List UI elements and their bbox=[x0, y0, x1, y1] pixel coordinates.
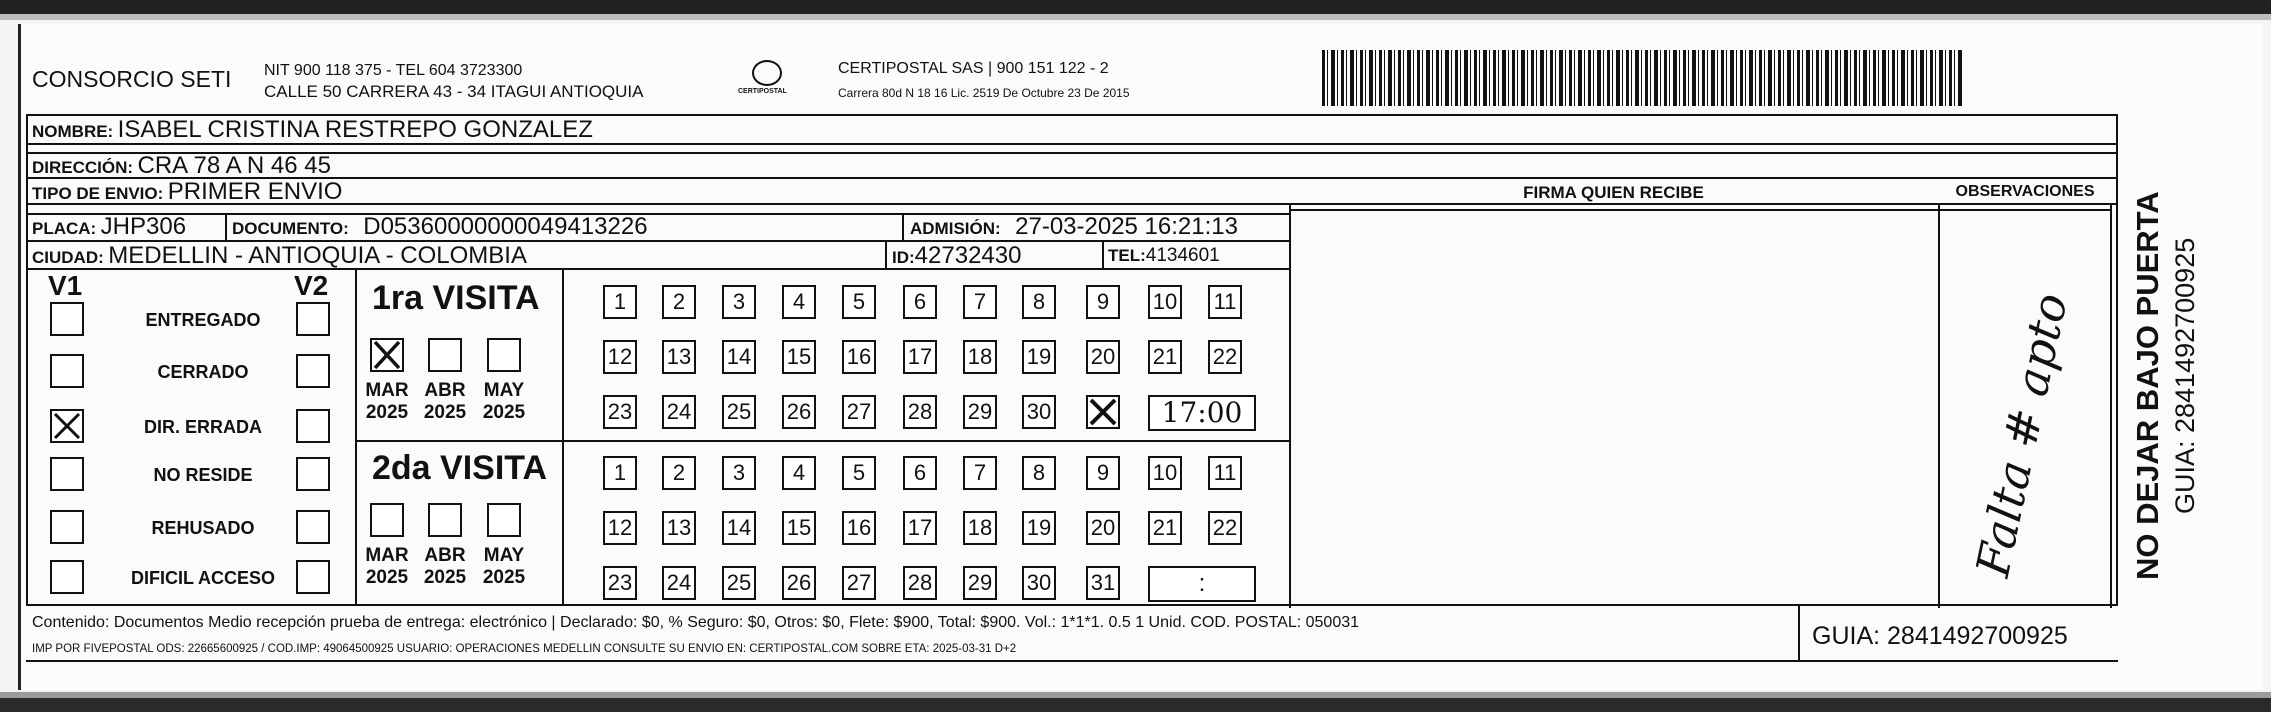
month-label: MAY bbox=[483, 380, 525, 401]
second-visit-day-28[interactable]: 28 bbox=[903, 566, 937, 600]
second-visit-month-mar[interactable] bbox=[370, 503, 404, 537]
month-label: MAR bbox=[365, 545, 409, 566]
second-visit-day-29[interactable]: 29 bbox=[963, 566, 997, 600]
first-visit-day-20[interactable]: 20 bbox=[1086, 340, 1120, 374]
no-dejar-warning: NO DEJAR BAJO PUERTA bbox=[2130, 191, 2165, 580]
first-visit-day-4[interactable]: 4 bbox=[782, 285, 816, 319]
year-label: 2025 bbox=[365, 402, 409, 423]
tipo-label: TIPO DE ENVIO: bbox=[32, 184, 164, 203]
second-visit-day-14[interactable]: 14 bbox=[722, 511, 756, 545]
status-label-cerrado: CERRADO bbox=[157, 362, 249, 382]
nombre-row bbox=[32, 116, 593, 144]
v1-checkbox-dificil-acceso[interactable] bbox=[50, 560, 84, 594]
admision-row bbox=[910, 213, 1238, 241]
v2-header: V2 bbox=[294, 270, 329, 301]
placa-label: PLACA: bbox=[32, 219, 97, 238]
first-visit-day-5[interactable]: 5 bbox=[842, 285, 876, 319]
second-visit-day-2[interactable]: 2 bbox=[662, 456, 696, 490]
ciudad-value: MEDELLIN - ANTIOQUIA - COLOMBIA bbox=[108, 242, 527, 269]
first-visit-title: 1ra VISITA bbox=[372, 279, 540, 317]
first-visit-day-23[interactable]: 23 bbox=[603, 395, 637, 429]
firma-label: FIRMA QUIEN RECIBE bbox=[1523, 183, 1704, 202]
v2-checkbox-rehusado[interactable] bbox=[296, 510, 330, 544]
first-visit-day-10[interactable]: 10 bbox=[1148, 285, 1182, 319]
first-visit-day-26[interactable]: 26 bbox=[782, 395, 816, 429]
documento-value: D05360000000049413226 bbox=[363, 213, 648, 240]
top-scan-edge bbox=[0, 0, 2271, 14]
second-visit-day-18[interactable]: 18 bbox=[963, 511, 997, 545]
second-visit-month-may[interactable] bbox=[487, 503, 521, 537]
first-visit-day-16[interactable]: 16 bbox=[842, 340, 876, 374]
guia-box: GUIA: 2841492700925 bbox=[1812, 622, 2068, 650]
second-visit-month-label-mar bbox=[360, 545, 414, 589]
first-visit-month-label-may bbox=[477, 380, 531, 424]
v1-checkbox-no-reside[interactable] bbox=[50, 457, 84, 491]
year-label: 2025 bbox=[482, 567, 526, 588]
direccion-row bbox=[32, 152, 331, 180]
first-visit-day-21[interactable]: 21 bbox=[1148, 340, 1182, 374]
admision-label: ADMISIÓN: bbox=[910, 219, 1001, 238]
nombre-value: ISABEL CRISTINA RESTREPO GONZALEZ bbox=[117, 116, 593, 143]
year-label: 2025 bbox=[423, 567, 467, 588]
first-visit-day-6[interactable]: 6 bbox=[903, 285, 937, 319]
second-visit-day-16[interactable]: 16 bbox=[842, 511, 876, 545]
v1-checkbox-cerrado[interactable] bbox=[50, 354, 84, 388]
v2-checkbox-dificil-acceso[interactable] bbox=[296, 560, 330, 594]
first-visit-day-24[interactable]: 24 bbox=[662, 395, 696, 429]
second-visit-day-9[interactable]: 9 bbox=[1086, 456, 1120, 490]
first-visit-day-7[interactable]: 7 bbox=[963, 285, 997, 319]
month-label: MAY bbox=[483, 545, 525, 566]
contenido-line: Contenido: Documentos Medio recepción prueba de entrega: electrónico | Declarado: $0, % Seguro: $0, Otros: $0, Flete: $900, Total: $900. Vol.: 1*1*1. 0.5 1 Unid. COD. POSTAL: 050031 bbox=[32, 614, 1360, 631]
first-visit-day-28[interactable]: 28 bbox=[903, 395, 937, 429]
first-visit-day-14[interactable]: 14 bbox=[722, 340, 756, 374]
certipostal-logo-icon bbox=[752, 60, 782, 86]
ciudad-label: CIUDAD: bbox=[32, 248, 104, 267]
first-visit-day-9[interactable]: 9 bbox=[1086, 285, 1120, 319]
v2-checkbox-no-reside[interactable] bbox=[296, 457, 330, 491]
year-label: 2025 bbox=[365, 567, 409, 588]
second-visit-month-label-may bbox=[477, 545, 531, 589]
tel-label: TEL: bbox=[1108, 246, 1146, 265]
tel-value: 4134601 bbox=[1145, 245, 1220, 266]
first-visit-day-12[interactable]: 12 bbox=[603, 340, 637, 374]
placa-row bbox=[32, 213, 186, 241]
x-mark-icon bbox=[1088, 397, 1118, 427]
side-guia: GUIA: 2841492700925 bbox=[2170, 237, 2200, 514]
second-visit-day-10[interactable]: 10 bbox=[1148, 456, 1182, 490]
second-visit-day-25[interactable]: 25 bbox=[722, 566, 756, 600]
v2-checkbox-cerrado[interactable] bbox=[296, 354, 330, 388]
tipo-row bbox=[32, 178, 342, 206]
direccion-value: CRA 78 A N 46 45 bbox=[137, 152, 331, 179]
second-visit-day-8[interactable]: 8 bbox=[1022, 456, 1056, 490]
second-visit-day-1[interactable]: 1 bbox=[603, 456, 637, 490]
tel-row bbox=[1108, 245, 1220, 267]
v1-header: V1 bbox=[48, 270, 83, 301]
second-visit-day-17[interactable]: 17 bbox=[903, 511, 937, 545]
second-visit-month-abr[interactable] bbox=[428, 503, 462, 537]
first-visit-day-15[interactable]: 15 bbox=[782, 340, 816, 374]
first-visit-time[interactable]: 17:00 bbox=[1148, 395, 1256, 431]
bottom-scan-edge bbox=[0, 698, 2271, 712]
barcode bbox=[1322, 50, 1962, 106]
second-visit-day-20[interactable]: 20 bbox=[1086, 511, 1120, 545]
first-visit-day-19[interactable]: 19 bbox=[1022, 340, 1056, 374]
second-visit-day-6[interactable]: 6 bbox=[903, 456, 937, 490]
second-visit-day-11[interactable]: 11 bbox=[1208, 456, 1242, 490]
month-label: ABR bbox=[424, 545, 466, 566]
first-visit-day-18[interactable]: 18 bbox=[963, 340, 997, 374]
first-visit-month-may[interactable] bbox=[487, 338, 521, 372]
ciudad-row bbox=[32, 242, 527, 270]
x-mark-icon bbox=[52, 411, 82, 441]
documento-label: DOCUMENTO: bbox=[232, 219, 349, 238]
certipostal-nit: CERTIPOSTAL SAS | 900 151 122 - 2 bbox=[838, 60, 1109, 77]
second-visit-time[interactable]: : bbox=[1148, 566, 1256, 602]
first-visit-day-13[interactable]: 13 bbox=[662, 340, 696, 374]
first-visit-day-2[interactable]: 2 bbox=[662, 285, 696, 319]
status-label-entregado: ENTREGADO bbox=[145, 310, 261, 330]
second-visit-day-5[interactable]: 5 bbox=[842, 456, 876, 490]
v2-checkbox-dir-errada[interactable] bbox=[296, 409, 330, 443]
second-visit-day-30[interactable]: 30 bbox=[1022, 566, 1056, 600]
second-visit-day-19[interactable]: 19 bbox=[1022, 511, 1056, 545]
year-label: 2025 bbox=[482, 402, 526, 423]
nombre-label: NOMBRE: bbox=[32, 122, 114, 141]
first-visit-day-3[interactable]: 3 bbox=[722, 285, 756, 319]
first-visit-day-8[interactable]: 8 bbox=[1022, 285, 1056, 319]
second-visit-day-12[interactable]: 12 bbox=[603, 511, 637, 545]
first-visit-day-11[interactable]: 11 bbox=[1208, 285, 1242, 319]
company-name: CONSORCIO SETI bbox=[32, 66, 232, 92]
second-visit-day-24[interactable]: 24 bbox=[662, 566, 696, 600]
second-visit-title: 2da VISITA bbox=[372, 449, 548, 487]
second-visit-day-13[interactable]: 13 bbox=[662, 511, 696, 545]
first-visit-month-label-mar bbox=[360, 380, 414, 424]
id-row bbox=[892, 242, 1021, 270]
first-visit-day-30[interactable]: 30 bbox=[1022, 395, 1056, 429]
status-label-dificil-acceso: DIFICIL ACCESO bbox=[130, 568, 275, 588]
first-visit-day-17[interactable]: 17 bbox=[903, 340, 937, 374]
v2-checkbox-entregado[interactable] bbox=[296, 302, 330, 336]
first-visit-day-29[interactable]: 29 bbox=[963, 395, 997, 429]
v1-checkbox-entregado[interactable] bbox=[50, 302, 84, 336]
first-visit-month-label-abr bbox=[418, 380, 472, 424]
second-visit-day-15[interactable]: 15 bbox=[782, 511, 816, 545]
second-visit-day-7[interactable]: 7 bbox=[963, 456, 997, 490]
documento-row bbox=[232, 213, 648, 241]
month-label: ABR bbox=[424, 380, 466, 401]
first-visit-day-31[interactable] bbox=[1086, 395, 1120, 429]
direccion-label: DIRECCIÓN: bbox=[32, 158, 134, 177]
imp-line: IMP POR FIVEPOSTAL ODS: 22665600925 / COD.IMP: 49064500925 USUARIO: OPERACIONES MEDELLIN CONSULTE SU ENVIO EN: CERTIPOSTAL.COM SOBRE ETA: 2025-03-31 D+2 bbox=[32, 643, 1017, 655]
logo-caption: CERTIPOSTAL bbox=[738, 88, 787, 95]
second-visit-day-23[interactable]: 23 bbox=[603, 566, 637, 600]
status-label-dir-errada: DIR. ERRADA bbox=[143, 417, 262, 437]
company-address: CALLE 50 CARRERA 43 - 34 ITAGUI ANTIOQUIA bbox=[264, 82, 644, 101]
tipo-value: PRIMER ENVIO bbox=[167, 178, 343, 205]
top-scan-shadow bbox=[0, 14, 2271, 20]
second-visit-day-21[interactable]: 21 bbox=[1148, 511, 1182, 545]
v1-checkbox-dir-errada[interactable] bbox=[50, 409, 84, 443]
id-value: 42732430 bbox=[914, 242, 1022, 269]
admision-value: 27-03-2025 16:21:13 bbox=[1015, 213, 1238, 240]
company-nit: NIT 900 118 375 - TEL 604 3723300 bbox=[264, 62, 523, 79]
id-label: ID: bbox=[892, 248, 915, 267]
x-mark-icon bbox=[372, 340, 402, 370]
second-visit-day-31[interactable]: 31 bbox=[1086, 566, 1120, 600]
month-label: MAR bbox=[365, 380, 409, 401]
placa-value: JHP306 bbox=[100, 213, 187, 240]
certipostal-license: Carrera 80d N 18 16 Lic. 2519 De Octubre 23 De 2015 bbox=[838, 86, 1130, 100]
first-visit-day-27[interactable]: 27 bbox=[842, 395, 876, 429]
v1-checkbox-rehusado[interactable] bbox=[50, 510, 84, 544]
first-visit-day-1[interactable]: 1 bbox=[603, 285, 637, 319]
second-visit-day-26[interactable]: 26 bbox=[782, 566, 816, 600]
first-visit-month-abr[interactable] bbox=[428, 338, 462, 372]
observaciones-label: OBSERVACIONES bbox=[1955, 183, 2095, 200]
second-visit-day-27[interactable]: 27 bbox=[842, 566, 876, 600]
handwritten-note bbox=[1955, 262, 2085, 582]
second-visit-day-22[interactable]: 22 bbox=[1208, 511, 1242, 545]
year-label: 2025 bbox=[423, 402, 467, 423]
second-visit-day-4[interactable]: 4 bbox=[782, 456, 816, 490]
first-visit-day-22[interactable]: 22 bbox=[1208, 340, 1242, 374]
first-visit-month-mar[interactable] bbox=[370, 338, 404, 372]
second-visit-month-label-abr bbox=[418, 545, 472, 589]
second-visit-day-3[interactable]: 3 bbox=[722, 456, 756, 490]
handwritten-note-text: Falta # apto bbox=[1965, 288, 2078, 582]
first-visit-day-25[interactable]: 25 bbox=[722, 395, 756, 429]
status-label-no-reside: NO RESIDE bbox=[153, 465, 253, 485]
status-label-rehusado: REHUSADO bbox=[151, 518, 255, 538]
